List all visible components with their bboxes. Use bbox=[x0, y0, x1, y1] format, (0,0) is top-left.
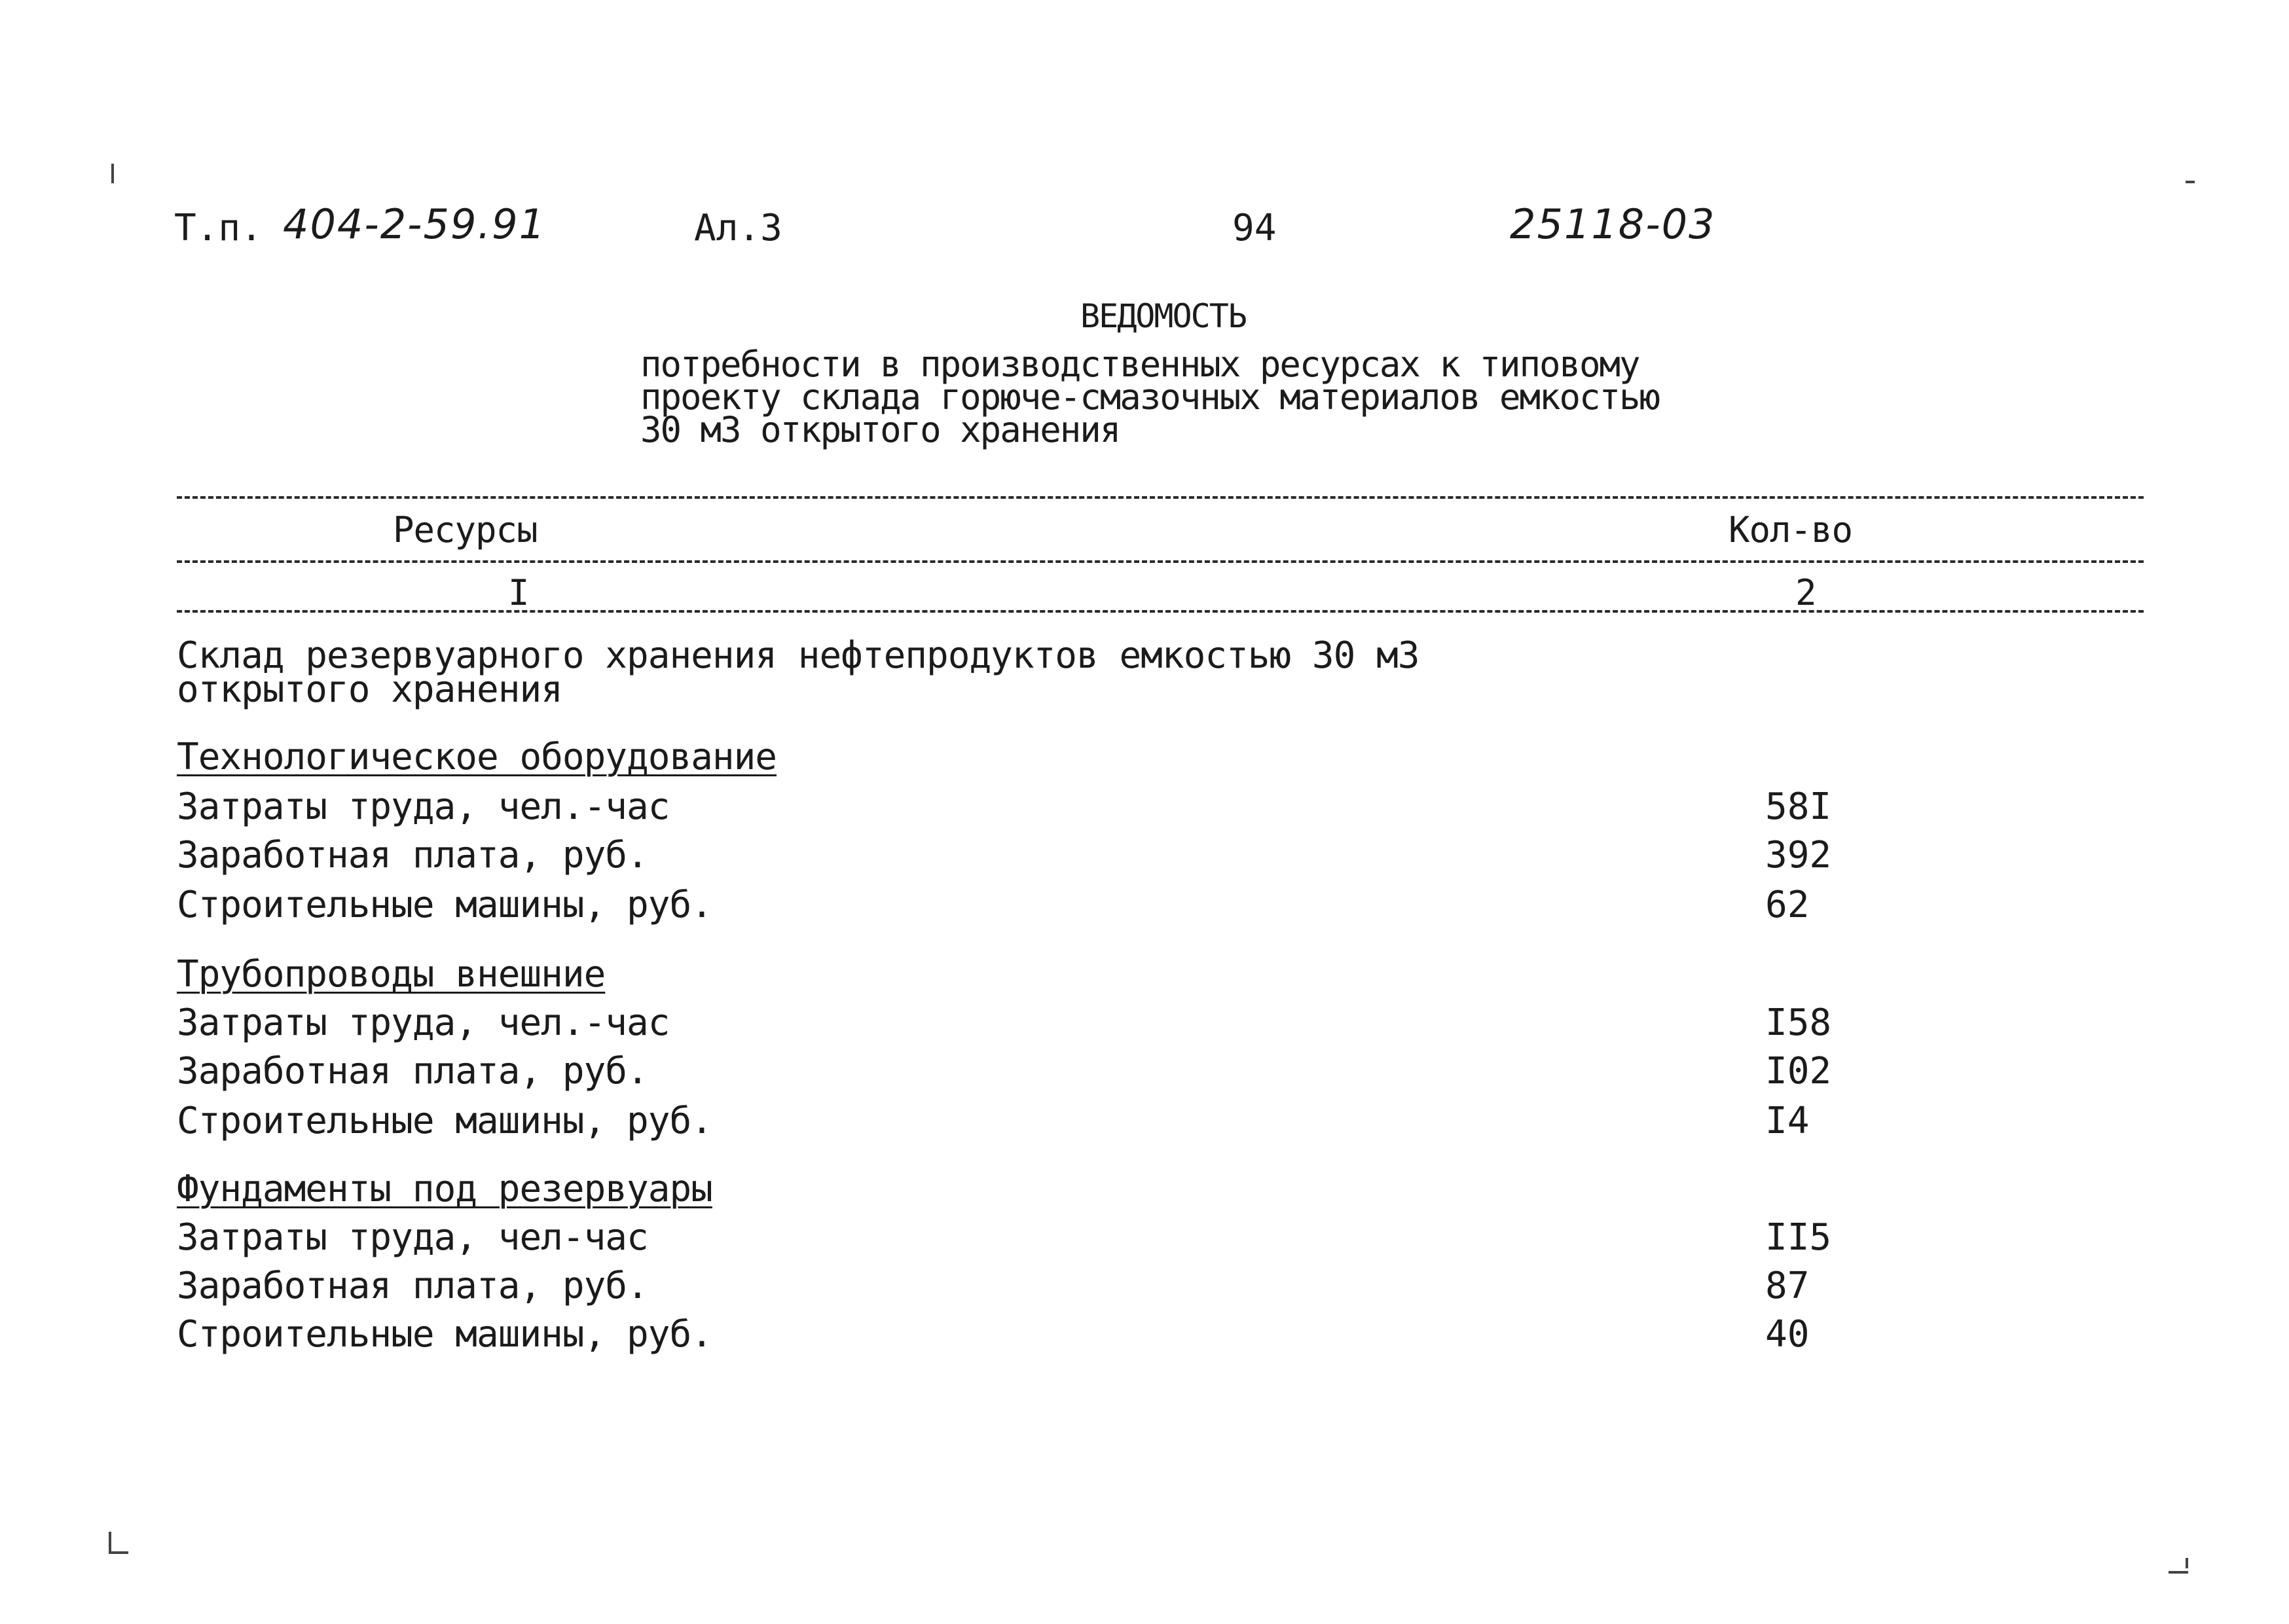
row-value: 87 bbox=[1765, 1265, 1810, 1307]
row-label: Заработная плата, руб. bbox=[177, 1265, 648, 1307]
table-header-rule bbox=[177, 560, 2144, 563]
row-value: 40 bbox=[1765, 1313, 1810, 1356]
scan-corner-mark bbox=[2186, 181, 2195, 183]
scan-corner-mark bbox=[2186, 1558, 2188, 1568]
row-value: I4 bbox=[1765, 1100, 1810, 1142]
scan-corner-mark bbox=[109, 1532, 111, 1554]
row-label: Строительные машины, руб. bbox=[177, 884, 712, 926]
row-value: II5 bbox=[1765, 1216, 1832, 1259]
subtitle-line-1: потребности в производственных ресурсах к типовому bbox=[640, 344, 1639, 385]
page-number: 94 bbox=[1232, 207, 1277, 249]
section-title-pipelines: Трубопроводы внешние bbox=[177, 953, 606, 996]
row-label: Затраты труда, чел.-час bbox=[177, 785, 670, 828]
subtitle-line-3: 30 м3 открытого хранения bbox=[640, 409, 1120, 450]
tp-number: 404-2-59.91 bbox=[283, 200, 547, 248]
intro-line-1: Склад резервуарного хранения нефтепродуктов емкостью 30 м3 bbox=[177, 634, 1419, 677]
row-label: Затраты труда, чел-час bbox=[177, 1216, 648, 1259]
column-header-quantity: Кол-во bbox=[1729, 509, 1853, 550]
row-label: Строительные машины, руб. bbox=[177, 1100, 712, 1142]
subtitle-line-2: проекту склада горюче-смазочных материалов емкостью bbox=[640, 376, 1660, 418]
section-title-foundations: Фундаменты под резервуары bbox=[177, 1168, 712, 1210]
row-value: 58I bbox=[1765, 785, 1832, 828]
row-label: Строительные машины, руб. bbox=[177, 1313, 712, 1356]
row-value: I02 bbox=[1765, 1050, 1832, 1092]
column-number-2: 2 bbox=[1795, 572, 1816, 613]
document-title: ВЕДОМОСТЬ bbox=[1080, 297, 1246, 335]
column-header-resources: Ресурсы bbox=[393, 509, 538, 550]
row-value: I58 bbox=[1765, 1001, 1832, 1044]
scan-corner-mark bbox=[2169, 1571, 2188, 1574]
album-number: Ал.3 bbox=[694, 207, 782, 249]
scan-corner-mark bbox=[111, 1551, 128, 1554]
row-label: Затраты труда, чел.-час bbox=[177, 1001, 670, 1044]
tp-label: Т.п. bbox=[174, 207, 263, 249]
scan-corner-mark bbox=[111, 164, 114, 183]
table-numbers-rule bbox=[177, 610, 2144, 613]
column-number-1: I bbox=[508, 572, 529, 613]
row-label: Заработная плата, руб. bbox=[177, 1050, 648, 1092]
table-top-rule bbox=[177, 496, 2144, 499]
row-value: 392 bbox=[1765, 834, 1832, 876]
section-title-equipment: Технологическое оборудование bbox=[177, 736, 777, 778]
row-label: Заработная плата, руб. bbox=[177, 834, 648, 876]
row-value: 62 bbox=[1765, 884, 1810, 926]
document-code: 25118-03 bbox=[1510, 200, 1716, 248]
intro-line-2: открытого хранения bbox=[177, 668, 562, 711]
